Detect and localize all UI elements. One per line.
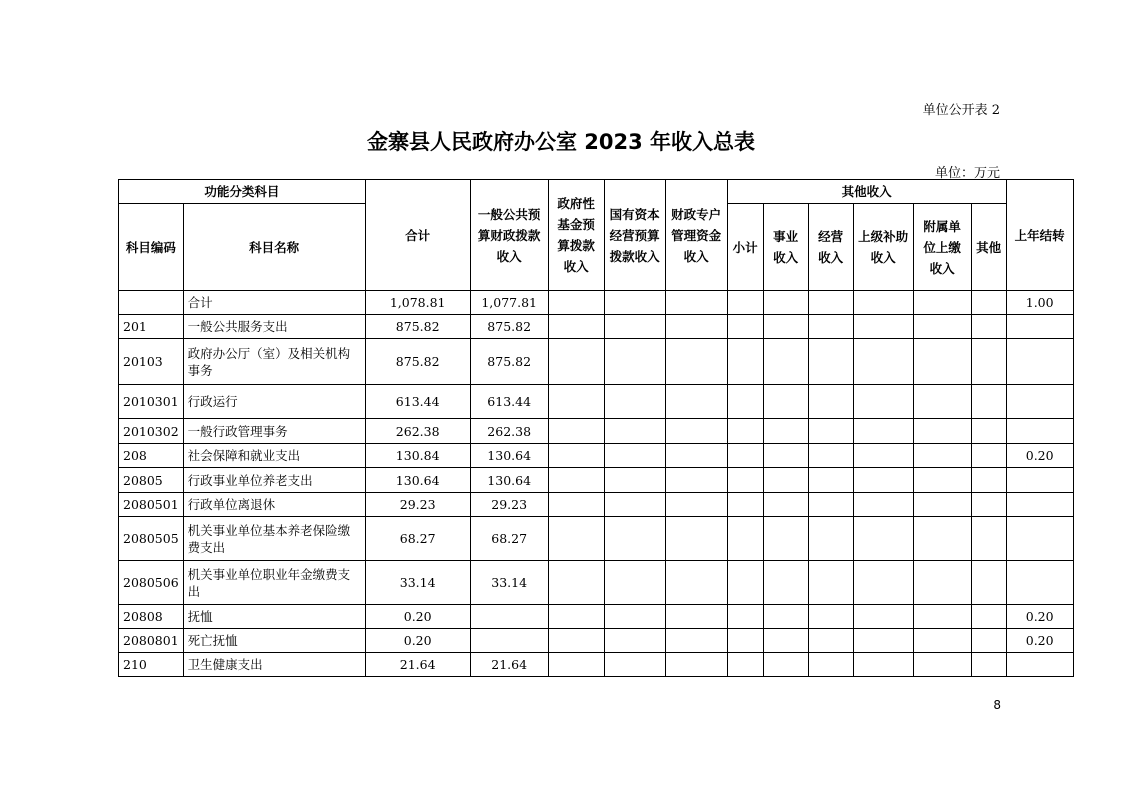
cell-general: 21.64 (470, 653, 548, 677)
cell-code: 208 (119, 444, 184, 468)
cell-general: 130.64 (470, 468, 548, 493)
header-other-business: 事业收入 (763, 204, 808, 291)
cell-code: 210 (119, 653, 184, 677)
table-row (119, 653, 1074, 677)
cell-total: 0.20 (365, 605, 470, 629)
cell-carryover: 0.20 (1006, 629, 1073, 653)
cell-carryover (1006, 315, 1073, 339)
cell-total: 262.38 (365, 419, 470, 444)
page-title: 金寨县人民政府办公室 2023 年收入总表 (366, 130, 756, 154)
cell-name: 行政事业单位养老支出 (183, 468, 365, 493)
table-row (119, 468, 1074, 493)
cell-name: 死亡抚恤 (183, 629, 365, 653)
unit-label: 单位：万元 (934, 166, 1000, 181)
table-row (119, 339, 1074, 385)
cell-general: 875.82 (470, 339, 548, 385)
cell-name: 行政运行 (183, 385, 365, 419)
cell-code: 20103 (119, 339, 184, 385)
header-fiscal-special: 财政专户管理资金收入 (665, 180, 727, 291)
cell-code: 2080506 (119, 561, 184, 605)
table-row (119, 315, 1074, 339)
cell-general: 613.44 (470, 385, 548, 419)
header-other-operating: 经营收入 (808, 204, 853, 291)
cell-name: 政府办公厅（室）及相关机构事务 (183, 339, 365, 385)
cell-carryover (1006, 468, 1073, 493)
header-state-capital: 国有资本经营预算拨款收入 (604, 180, 665, 291)
cell-general (470, 605, 548, 629)
cell-name: 一般公共服务支出 (183, 315, 365, 339)
cell-general: 130.64 (470, 444, 548, 468)
cell-total: 33.14 (365, 561, 470, 605)
header-general-budget: 一般公共预算财政拨款收入 (470, 180, 548, 291)
cell-name: 合计 (183, 291, 365, 315)
cell-total: 68.27 (365, 517, 470, 561)
cell-total: 29.23 (365, 493, 470, 517)
table-row (119, 517, 1074, 561)
table-row (119, 605, 1074, 629)
table-row (119, 561, 1074, 605)
header-gov-fund: 政府性基金预算拨款收入 (548, 180, 604, 291)
cell-name: 社会保障和就业支出 (183, 444, 365, 468)
table-row (119, 629, 1074, 653)
table-row (119, 419, 1074, 444)
cell-carryover (1006, 419, 1073, 444)
cell-general: 262.38 (470, 419, 548, 444)
header-name: 科目名称 (183, 204, 365, 291)
cell-code: 2080801 (119, 629, 184, 653)
header-other-group: 其他收入 (727, 180, 1006, 204)
cell-name: 一般行政管理事务 (183, 419, 365, 444)
cell-code (119, 291, 184, 315)
cell-carryover (1006, 493, 1073, 517)
page-number: 8 (993, 698, 1001, 712)
cell-carryover (1006, 339, 1073, 385)
cell-total: 0.20 (365, 629, 470, 653)
table-row (119, 385, 1074, 419)
cell-carryover: 0.20 (1006, 605, 1073, 629)
cell-carryover (1006, 653, 1073, 677)
cell-total: 21.64 (365, 653, 470, 677)
cell-name: 卫生健康支出 (183, 653, 365, 677)
header-carryover: 上年结转 (1006, 180, 1073, 291)
cell-code: 201 (119, 315, 184, 339)
cell-total: 875.82 (365, 339, 470, 385)
table-row (119, 444, 1074, 468)
cell-carryover (1006, 517, 1073, 561)
cell-total: 130.84 (365, 444, 470, 468)
cell-name: 机关事业单位基本养老保险缴费支出 (183, 517, 365, 561)
cell-code: 20808 (119, 605, 184, 629)
cell-total: 130.64 (365, 468, 470, 493)
income-summary-table (118, 179, 1074, 677)
cell-general: 875.82 (470, 315, 548, 339)
cell-name: 行政单位离退休 (183, 493, 365, 517)
header-other-affiliated: 附属单位上缴收入 (913, 204, 971, 291)
cell-code: 2010302 (119, 419, 184, 444)
table-tag: 单位公开表 2 (922, 103, 1000, 118)
cell-general (470, 629, 548, 653)
cell-code: 2010301 (119, 385, 184, 419)
header-other-subtotal: 小计 (727, 204, 763, 291)
cell-name: 机关事业单位职业年金缴费支出 (183, 561, 365, 605)
cell-total: 1,078.81 (365, 291, 470, 315)
table-row (119, 291, 1074, 315)
cell-carryover (1006, 385, 1073, 419)
cell-carryover: 0.20 (1006, 444, 1073, 468)
header-total: 合计 (365, 180, 470, 291)
cell-code: 20805 (119, 468, 184, 493)
header-func-group: 功能分类科目 (119, 180, 366, 204)
header-other-other: 其他 (971, 204, 1006, 291)
cell-name: 抚恤 (183, 605, 365, 629)
cell-code: 2080505 (119, 517, 184, 561)
header-code: 科目编码 (119, 204, 184, 291)
cell-carryover: 1.00 (1006, 291, 1073, 315)
cell-general: 33.14 (470, 561, 548, 605)
table-row (119, 493, 1074, 517)
cell-total: 875.82 (365, 315, 470, 339)
header-other-superior: 上级补助收入 (853, 204, 913, 291)
cell-code: 2080501 (119, 493, 184, 517)
cell-general: 1,077.81 (470, 291, 548, 315)
cell-general: 68.27 (470, 517, 548, 561)
cell-carryover (1006, 561, 1073, 605)
cell-general: 29.23 (470, 493, 548, 517)
cell-total: 613.44 (365, 385, 470, 419)
